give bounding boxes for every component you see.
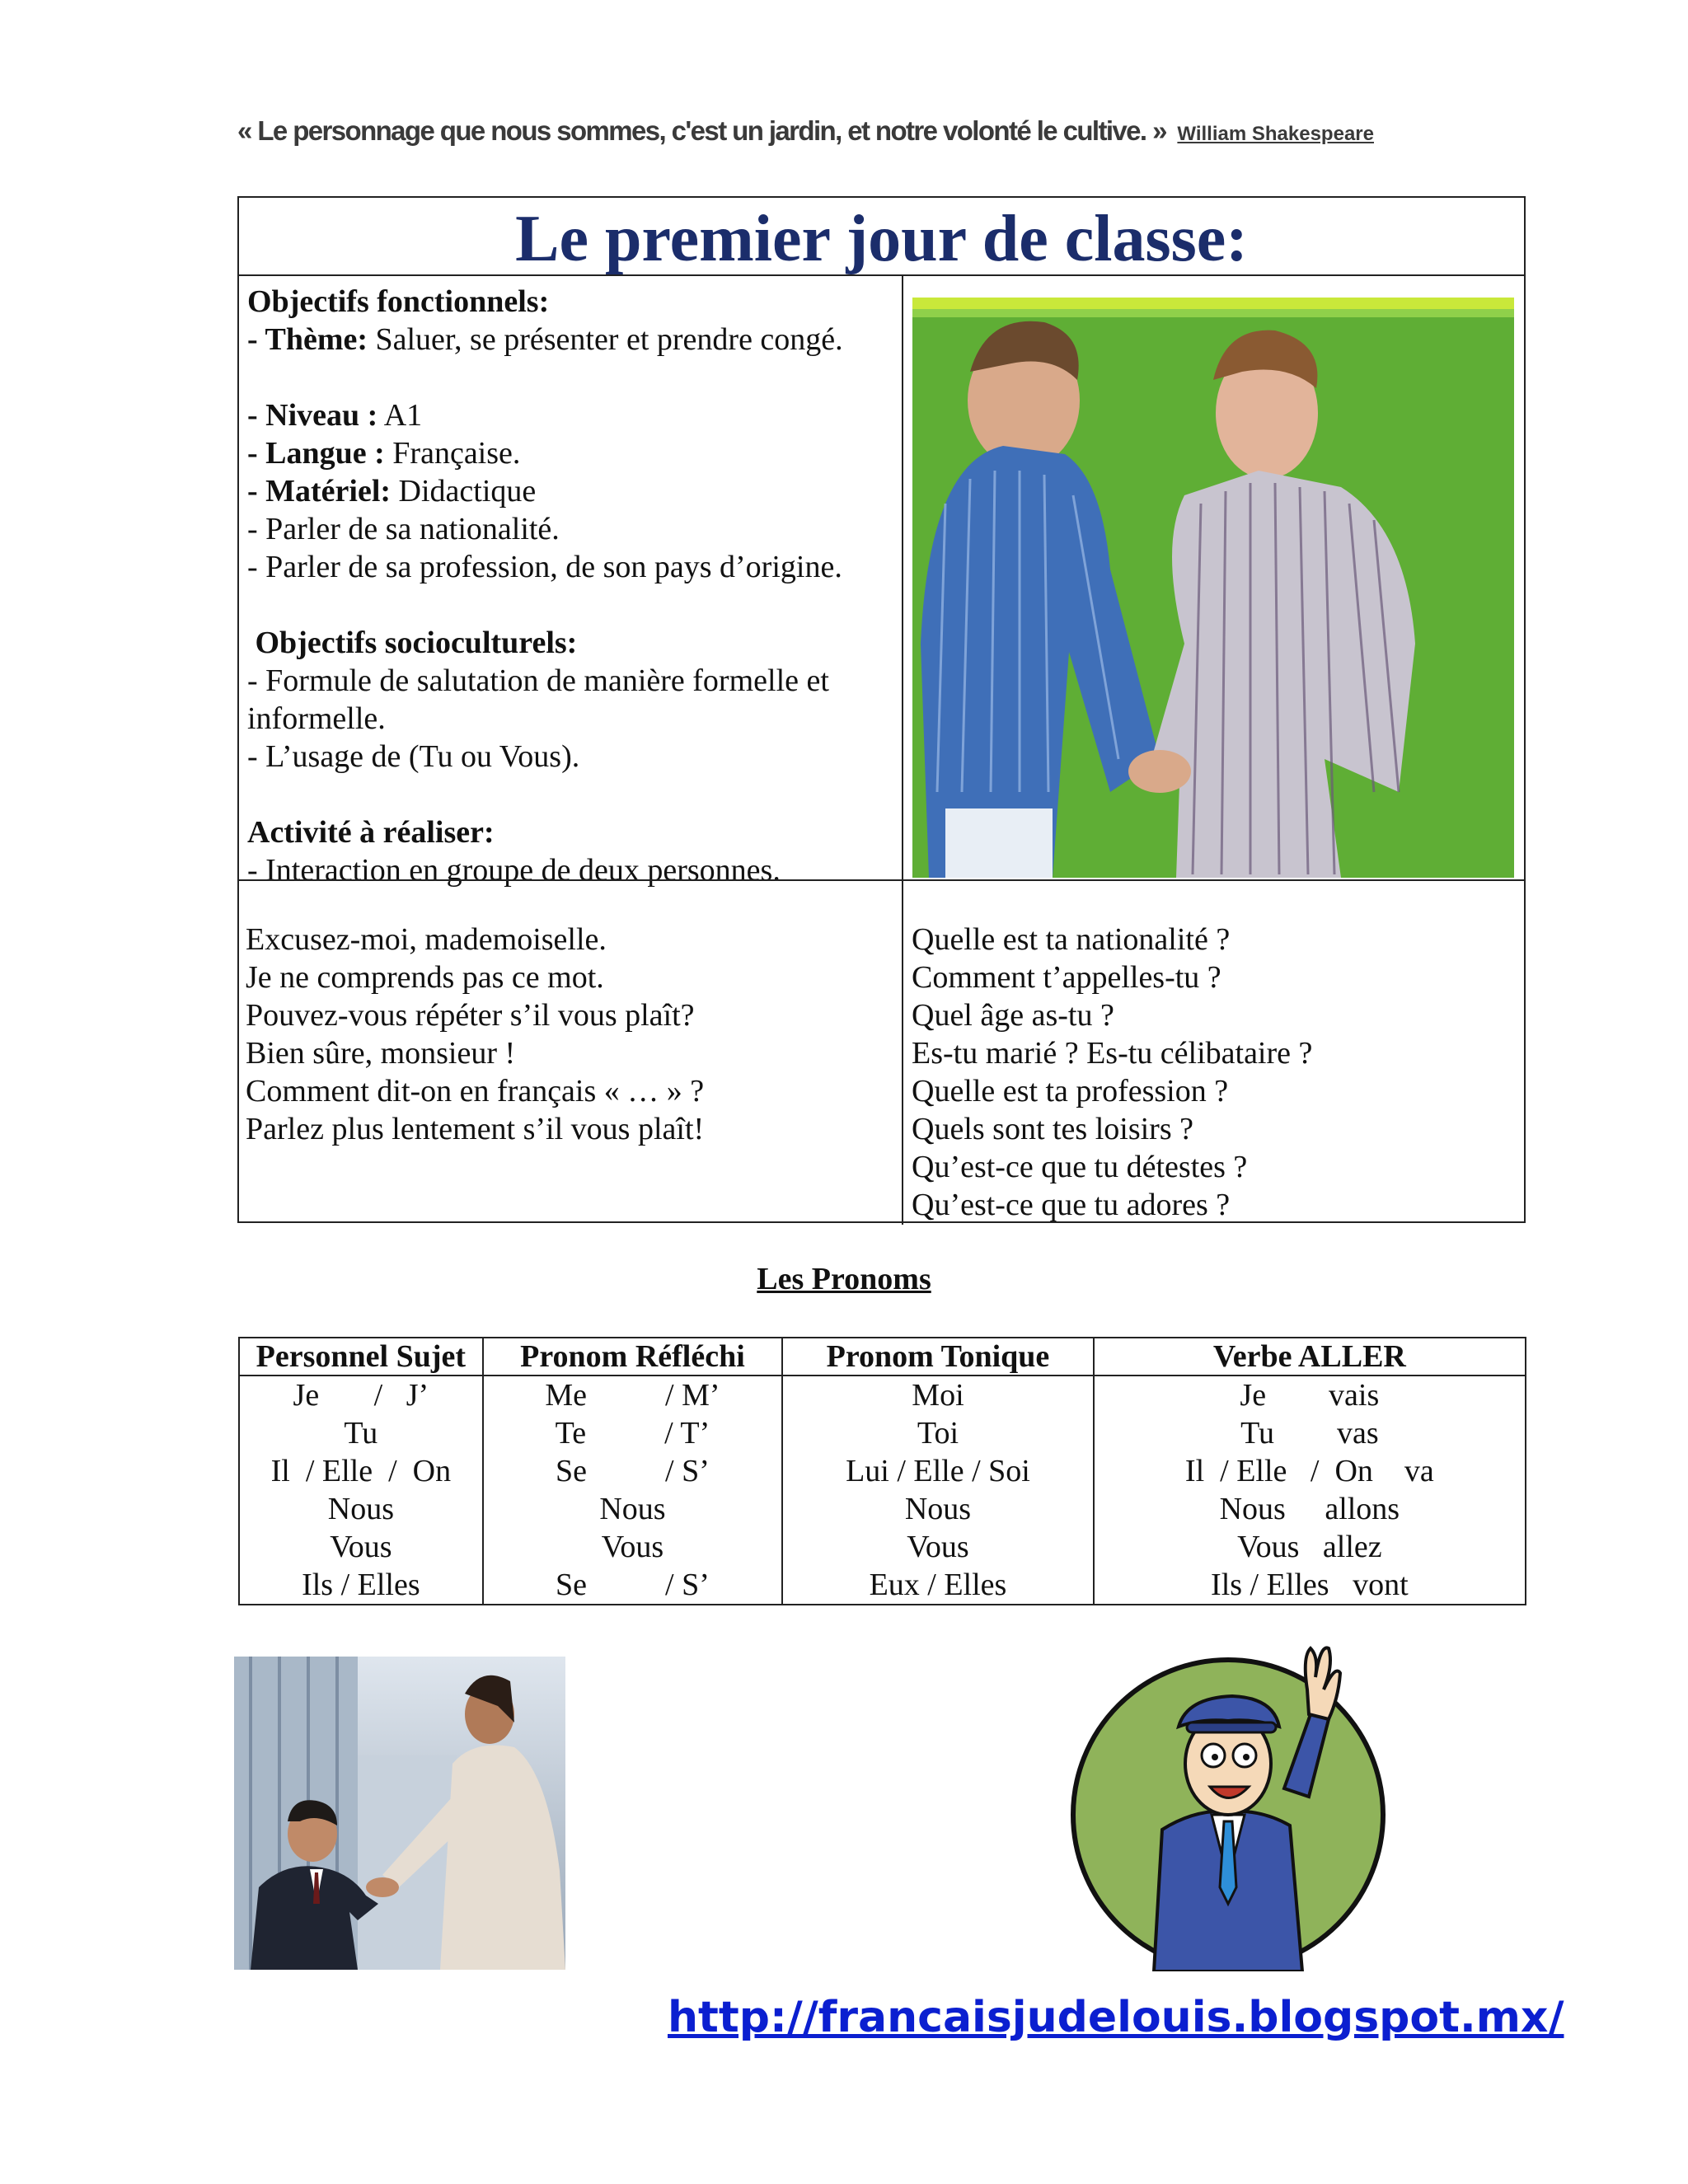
table-cell: Nous (239, 1490, 483, 1528)
table-cell: Tu vas (1094, 1414, 1526, 1452)
objectives-cell (239, 274, 903, 888)
handshake-photo-cell (903, 274, 1526, 879)
table-header-row (239, 1338, 1526, 1376)
materiel-value: Didactique (391, 474, 537, 509)
theme-label: - Thème: (247, 322, 368, 357)
quote-author: William Shakespeare (1177, 123, 1374, 145)
pronoms-table (238, 1337, 1526, 1605)
table-cell: Se / S’ (483, 1566, 782, 1605)
activity-heading: Activité à réaliser: (247, 815, 495, 850)
lesson-box (237, 196, 1526, 1223)
table-row (239, 1452, 1526, 1490)
business-handshake-photo (234, 1657, 565, 1970)
phrase-line: Parlez plus lentement s’il vous plaît! (246, 1112, 705, 1146)
question-phrases (903, 881, 1526, 1225)
header-verbe-aller: Verbe ALLER (1094, 1338, 1526, 1376)
blog-link[interactable]: http://francaisjudelouis.blogspot.mx/ (668, 1993, 1564, 2042)
question-line: Qu’est-ce que tu détestes ? (912, 1150, 1248, 1184)
quote-line (237, 115, 1556, 147)
table-cell: Ils / Elles vont (1094, 1566, 1526, 1605)
langue-value: Française. (384, 436, 521, 471)
table-row (239, 1490, 1526, 1528)
phrase-line: Bien sûre, monsieur ! (246, 1036, 516, 1071)
objectives-heading: Objectifs fonctionnels: (247, 284, 550, 319)
question-line: Es-tu marié ? Es-tu célibataire ? (912, 1036, 1313, 1071)
phrases-row (239, 879, 1524, 1225)
table-row (239, 1528, 1526, 1566)
socio-line: - Formule de salutation de manière formelle et (247, 663, 829, 698)
table-cell: Je vais (1094, 1376, 1526, 1414)
objective-line: - Parler de sa nationalité. (247, 512, 560, 546)
quote-text: « Le personnage que nous sommes, c'est un jardin, et notre volonté le cultive. » (237, 115, 1166, 146)
table-cell: Te / T’ (483, 1414, 782, 1452)
langue-label: - Langue : (247, 436, 385, 471)
table-cell: Vous (483, 1528, 782, 1566)
waving-man-illustration (1063, 1640, 1393, 1971)
question-line: Qu’est-ce que tu adores ? (912, 1188, 1231, 1222)
question-line: Quel âge as-tu ? (912, 998, 1114, 1033)
table-cell: Nous (483, 1490, 782, 1528)
socio-heading: Objectifs socioculturels: (247, 626, 578, 660)
table-cell: Toi (782, 1414, 1093, 1452)
table-cell: Ils / Elles (239, 1566, 483, 1605)
table-cell: Il / Elle / On va (1094, 1452, 1526, 1490)
header-pronom-tonique: Pronom Tonique (782, 1338, 1093, 1376)
niveau-label: - Niveau : (247, 398, 378, 433)
table-row (239, 1566, 1526, 1605)
phrase-line: Je ne comprends pas ce mot. (246, 960, 604, 995)
question-line: Quelle est ta nationalité ? (912, 922, 1231, 957)
header-personnel-sujet: Personnel Sujet (239, 1338, 483, 1376)
header-pronom-reflechi: Pronom Réfléchi (483, 1338, 782, 1376)
table-cell: Il / Elle / On (239, 1452, 483, 1490)
table-cell: Vous (239, 1528, 483, 1566)
pronoms-title: Les Pronoms (757, 1262, 931, 1296)
page-title: Le premier jour de classe: (239, 198, 1524, 276)
niveau-value: A1 (377, 398, 423, 433)
question-line: Comment t’appelles-tu ? (912, 960, 1221, 995)
table-cell: Tu (239, 1414, 483, 1452)
table-cell: Me / M’ (483, 1376, 782, 1414)
socio-line: informelle. (247, 701, 386, 736)
phrase-line: Excusez-moi, mademoiselle. (246, 922, 607, 957)
table-cell: Eux / Elles (782, 1566, 1093, 1605)
activity-line: - Interaction en groupe de deux personnes. (247, 853, 781, 888)
phrase-line: Comment dit-on en français « … » ? (246, 1074, 705, 1108)
socio-line: - L’usage de (Tu ou Vous). (247, 739, 580, 774)
table-cell: Se / S’ (483, 1452, 782, 1490)
table-cell: Je / J’ (239, 1376, 483, 1414)
table-cell: Nous (782, 1490, 1093, 1528)
objective-line: - Parler de sa profession, de son pays d’origine. (247, 550, 842, 584)
table-cell: Vous allez (1094, 1528, 1526, 1566)
materiel-label: - Matériel: (247, 474, 392, 509)
table-cell: Moi (782, 1376, 1093, 1414)
table-cell: Lui / Elle / Soi (782, 1452, 1093, 1490)
table-cell: Nous allons (1094, 1490, 1526, 1528)
table-row (239, 1376, 1526, 1414)
question-line: Quelle est ta profession ? (912, 1074, 1229, 1108)
classroom-phrases (239, 881, 903, 1225)
theme-value: Saluer, se présenter et prendre congé. (368, 322, 843, 357)
table-row (239, 1414, 1526, 1452)
question-line: Quels sont tes loisirs ? (912, 1112, 1193, 1146)
handshake-photo (912, 298, 1514, 878)
table-cell: Vous (782, 1528, 1093, 1566)
phrase-line: Pouvez-vous répéter s’il vous plaît? (246, 998, 695, 1033)
